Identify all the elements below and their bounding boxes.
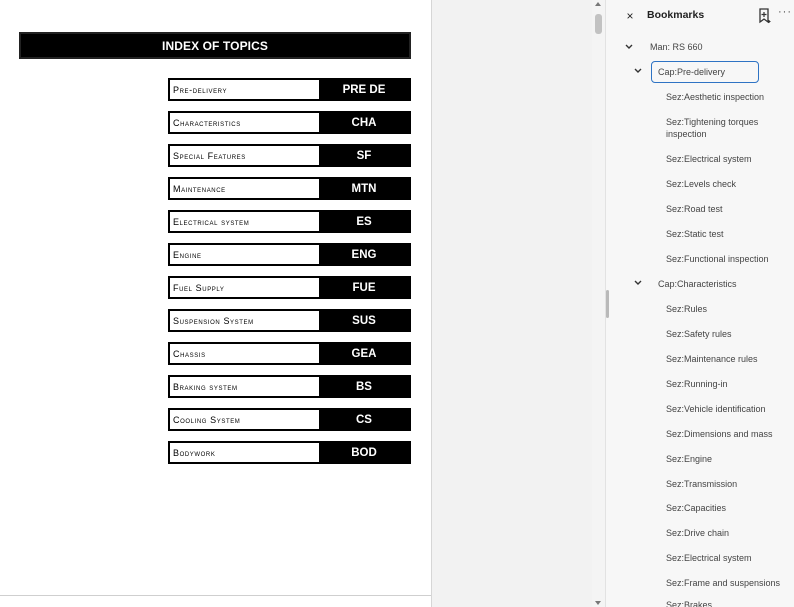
bookmark-section[interactable]: Sez:Capacities: [666, 503, 727, 513]
bookmark-chapter[interactable]: Cap:Characteristics: [658, 279, 737, 289]
bookmarks-title: Bookmarks: [647, 9, 705, 21]
topic-name: Engine: [170, 245, 319, 264]
topic-row[interactable]: [168, 408, 411, 431]
bookmark-section[interactable]: Sez:Brakes: [666, 600, 713, 607]
topic-code: MTN: [319, 179, 409, 198]
chevron-down-icon[interactable]: [624, 42, 634, 52]
topic-row[interactable]: [168, 309, 411, 332]
topic-name: Fuel Supply: [170, 278, 319, 297]
panel-resize-handle[interactable]: [606, 290, 609, 318]
bookmark-section[interactable]: Sez:Levels check: [666, 179, 737, 189]
topic-code: CS: [319, 410, 409, 429]
topic-code: SUS: [319, 311, 409, 330]
topic-name: Bodywork: [170, 443, 319, 462]
topic-row[interactable]: [168, 243, 411, 266]
more-options-icon[interactable]: ···: [778, 6, 792, 18]
topic-code: BOD: [319, 443, 409, 462]
topic-name: Cooling System: [170, 410, 319, 429]
bookmark-section[interactable]: Sez:Road test: [666, 204, 723, 214]
bookmark-section[interactable]: Sez:Vehicle identification: [666, 404, 766, 414]
topic-code: SF: [319, 146, 409, 165]
topic-code: PRE DE: [319, 80, 409, 99]
topic-name: Electrical system: [170, 212, 319, 231]
topic-code: CHA: [319, 113, 409, 132]
bookmark-section[interactable]: Sez:Electrical system: [666, 154, 752, 164]
topic-code: FUE: [319, 278, 409, 297]
chevron-down-icon[interactable]: [633, 278, 643, 288]
bookmark-section[interactable]: Sez:Rules: [666, 304, 708, 314]
scroll-down-arrow-icon[interactable]: [595, 601, 601, 605]
bookmark-root[interactable]: Man: RS 660: [650, 42, 703, 52]
bookmark-section[interactable]: Sez:Frame and suspensions: [666, 578, 781, 588]
scrollbar-thumb[interactable]: [595, 14, 602, 34]
bookmark-section[interactable]: Sez:Tightening torques inspection: [666, 117, 759, 139]
bookmark-section[interactable]: Sez:Maintenance rules: [666, 354, 758, 364]
index-title: INDEX OF TOPICS: [19, 32, 411, 59]
bookmarks-panel: [605, 0, 794, 607]
topic-name: Suspension System: [170, 311, 319, 330]
close-icon[interactable]: ×: [626, 9, 634, 23]
topic-name: Maintenance: [170, 179, 319, 198]
topic-code: GEA: [319, 344, 409, 363]
bookmark-section[interactable]: Sez:Static test: [666, 229, 724, 239]
topic-row[interactable]: [168, 441, 411, 464]
bookmark-chapter[interactable]: Cap:Pre-delivery: [658, 67, 726, 77]
topic-row[interactable]: [168, 342, 411, 365]
document-scrollbar[interactable]: [592, 0, 605, 607]
topic-code: ES: [319, 212, 409, 231]
topic-name: Chassis: [170, 344, 319, 363]
topic-row[interactable]: [168, 144, 411, 167]
topic-row[interactable]: [168, 276, 411, 299]
topic-row[interactable]: [168, 111, 411, 134]
topic-name: Braking system: [170, 377, 319, 396]
topic-code: ENG: [319, 245, 409, 264]
bookmark-section[interactable]: Sez:Engine: [666, 454, 713, 464]
chevron-down-icon[interactable]: [633, 66, 643, 76]
scroll-up-arrow-icon[interactable]: [595, 2, 601, 6]
topic-code: BS: [319, 377, 409, 396]
bookmark-section[interactable]: Sez:Dimensions and mass: [666, 429, 773, 439]
bookmark-section[interactable]: Sez:Drive chain: [666, 528, 730, 538]
bookmark-section[interactable]: Sez:Transmission: [666, 479, 738, 489]
document-background: [432, 0, 592, 607]
topic-row[interactable]: [168, 177, 411, 200]
topic-name: Characteristics: [170, 113, 319, 132]
topic-name: Pre-delivery: [170, 80, 319, 99]
topic-row[interactable]: [168, 210, 411, 233]
topic-name: Special Features: [170, 146, 319, 165]
bookmark-section[interactable]: Sez:Functional inspection: [666, 254, 769, 264]
topic-row[interactable]: [168, 375, 411, 398]
bookmark-section[interactable]: Sez:Safety rules: [666, 329, 732, 339]
bookmark-section[interactable]: Sez:Aesthetic inspection: [666, 92, 765, 102]
topic-row[interactable]: [168, 78, 411, 101]
bookmark-section[interactable]: Sez:Electrical system: [666, 553, 752, 563]
add-bookmark-icon[interactable]: [758, 8, 772, 24]
bookmark-section[interactable]: Sez:Running-in: [666, 379, 728, 389]
